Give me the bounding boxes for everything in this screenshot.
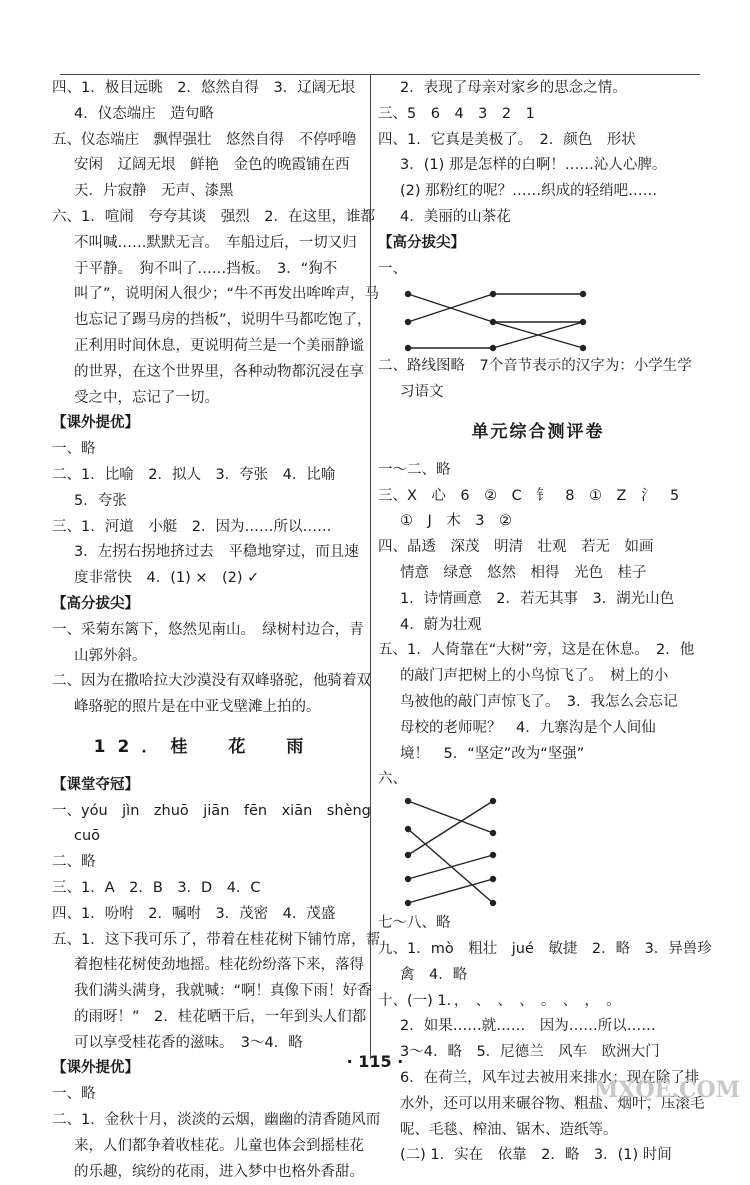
answer-line: 一、略 (52, 441, 96, 458)
answer-line: 天．片寂静 无声、漆黑 (74, 183, 234, 200)
answer-line: 习语文 (400, 384, 444, 401)
answer-line: 于平静。 狗不叫了……挡板。 3．“狗不 (74, 260, 338, 277)
section-heading: 【高分拔尖】 (52, 595, 139, 612)
answer-line: 不叫喊……默默无言。 车船过后，一切又归 (74, 234, 357, 251)
answer-line: 4．蔚为壮观 (400, 616, 482, 633)
answer-line: 4．仪态端庄 造句略 (74, 105, 214, 122)
answer-line: 禽 4．略 (400, 966, 468, 983)
answer-line: 峰骆驼的照片是在中亚戈壁滩上拍的。 (74, 699, 321, 716)
answer-line: ① J 木 3 ② (400, 513, 512, 530)
answer-line: 境！ 5．“坚定”改为“坚强” (400, 745, 585, 762)
answer-line: 可以享受桂花香的滋味。 3～4．略 (74, 1034, 303, 1051)
answer-line: 山郭外斜。 (74, 647, 147, 664)
answer-line: 鸟被他的敲门声惊飞了。 3．我怎么会忘记 (400, 693, 678, 710)
answer-line: 我们满头满身，我就喊：“啊！真像下雨！好香 (74, 983, 372, 1000)
answer-line: 着抱桂花树使劲地摇。桂花纷纷落下来，落得 (74, 957, 364, 974)
answer-line: 6．在荷兰，风车过去被用来排水；现在除了排 (400, 1069, 700, 1086)
answer-line: 一～二、略 (378, 461, 451, 478)
answer-line: 一、略 (52, 1086, 96, 1103)
answer-line: 二、1．金秋十月，淡淡的云烟，幽幽的清香随风而 (52, 1112, 381, 1129)
answer-line: 3．(1) 那是怎样的白啊！……沁人心脾。 (400, 157, 667, 174)
answer-line: 一、 (378, 260, 407, 277)
answer-line: 六、1．喧闹 夸夸其谈 强烈 2．在这里，谁都 (52, 208, 375, 225)
matching-lines-figure-2 (378, 793, 698, 911)
answer-line: 四、晶透 深茂 明清 壮观 若无 如画 (378, 539, 654, 556)
answer-line: 3～4．略 5．尼德兰 风车 欧洲大门 (400, 1044, 660, 1061)
section-heading: 【课外提优】 (52, 1060, 139, 1077)
right-answers-block-1 (378, 76, 698, 282)
answer-line: (二) 1．实在 依靠 2．略 3．(1) 时间 (400, 1147, 672, 1164)
right-column (378, 76, 712, 1169)
answer-line: 水外，还可以用来碾谷物、粗盐、烟叶，压滚毛 (400, 1095, 705, 1112)
answer-line: 六、 (378, 771, 407, 788)
section-heading: 【课堂夺冠】 (52, 776, 139, 793)
answer-line: 四、1．极目远眺 2．悠然自得 3．辽阔无垠 (52, 80, 356, 96)
answer-line: 三、1．A 2．B 3．D 4．C (52, 879, 261, 896)
answer-line: 十、(一) 1．， 、 、 、 。 、 ， 。 (378, 992, 621, 1009)
right-answers-block-3 (378, 458, 698, 793)
answer-line: 三、X 心 6 ② C 钅 8 ① Z 氵 5 (378, 487, 680, 504)
answer-line: 正利用时间休息，更说明荷兰是一个美丽静谧 (74, 337, 364, 354)
answer-line: 五、仪态端庄 飘悍强壮 悠然自得 不停呼噜 (52, 131, 357, 148)
answer-line: 二、1．比喻 2．拟人 3．夸张 4．比喻 (52, 466, 336, 483)
answer-line: cuō (74, 828, 101, 845)
answer-line: 来，人们都争着收桂花。儿童也体会到摇桂花 (74, 1137, 364, 1154)
answer-line: (2) 那粉红的呢？……织成的轻绡吧…… (400, 183, 658, 200)
answer-line: 一、采菊东篱下，悠然见南山。 绿树村边合，青 (52, 621, 364, 638)
answer-line: 4．美丽的山茶花 (400, 208, 511, 225)
answer-line: 二、路线图略 7个音节表示的汉字为：小学生学 (378, 358, 692, 375)
answer-line: 情意 绿意 悠然 相得 光色 桂子 (400, 564, 647, 581)
answer-line: 三、1．河道 小艇 2．因为……所以…… (52, 518, 332, 535)
answer-line: 呢、毛毯、榨油、锯木、造纸等。 (400, 1121, 618, 1138)
answer-line: 四、1．吩咐 2．嘱咐 3．茂密 4．茂盛 (52, 905, 336, 922)
right-answers-block-4 (378, 911, 712, 1169)
answer-line: 的世界，在这个世界里，各种动物都沉浸在享 (74, 363, 364, 380)
answer-line: 也忘记了踢马房的挡板”，说明牛马都吃饱了， (74, 312, 372, 329)
answer-line: 受之中，忘记了一切。 (74, 389, 219, 406)
answer-line: 3．左拐右拐地挤过去 平稳地穿过，而且速 (74, 544, 359, 561)
answer-line: 1．诗情画意 2．若无其事 3．湖光山色 (400, 590, 675, 607)
answer-line: 二、因为在撒哈拉大沙漠没有双峰骆驼，他骑着双 (52, 673, 371, 690)
answer-line: 四、1．它真是美极了。 2．颜色 形状 (378, 131, 636, 148)
matching-lines-svg-2 (378, 793, 698, 911)
answer-line: 五、1．这下我可乐了，带着在桂花树下铺竹席，帮 (52, 931, 381, 948)
answer-line: 2．表现了母亲对家乡的思念之情。 (400, 80, 627, 96)
section-heading: 【课外提优】 (52, 415, 139, 432)
top-rule (60, 74, 700, 75)
answer-line: 五、1．人倚靠在“大树”旁，这是在休息。 2．他 (378, 642, 695, 659)
answer-line: 的雨呀！” 2．桂花晒干后，一年到头人们都 (74, 1008, 367, 1025)
lesson-title: 12．桂 花 雨 (93, 736, 316, 757)
answer-line: 九、1．mò 粗壮 jué 敏捷 2．略 3．异兽珍 (378, 940, 712, 957)
answer-line: 叫了”，说明闲人很少；“牛不再发出哞哞声，马 (74, 286, 380, 303)
answer-line: 三、5 6 4 3 2 1 (378, 105, 535, 122)
answer-line: 一、yóu jìn zhuō jiān fēn xiān shèng (52, 802, 371, 819)
answer-line: 的敲门声把树上的小鸟惊飞了。 树上的小 (400, 668, 669, 685)
section-title: 单元综合测评卷 (471, 421, 605, 442)
page-number: · 115 · (346, 1052, 404, 1071)
answer-line: 安闲 辽阔无垠 鲜艳 金色的晚霞铺在西 (74, 157, 350, 174)
answer-line: 2．如果……就…… 因为……所以…… (400, 1018, 656, 1035)
answer-line: 的乐趣，缤纷的花雨，进入梦中也格外香甜。 (74, 1163, 364, 1180)
watermark-logo: MXQE.COM (593, 1077, 740, 1103)
matching-lines-svg-1 (378, 282, 698, 354)
answer-line: 5．夸张 (74, 492, 127, 509)
left-answers-block-1 (52, 76, 380, 721)
section-heading: 【高分拔尖】 (378, 234, 465, 251)
answer-line: 度非常快 4．(1) × (2) ✓ (74, 570, 260, 587)
answer-line: 二、略 (52, 854, 96, 871)
matching-lines-figure-1 (378, 282, 698, 354)
answer-line: 母校的老师呢？ 4．九寨沟是个人间仙 (400, 719, 656, 736)
answer-line: 七～八、略 (378, 915, 451, 932)
right-answers-block-2 (378, 354, 698, 406)
